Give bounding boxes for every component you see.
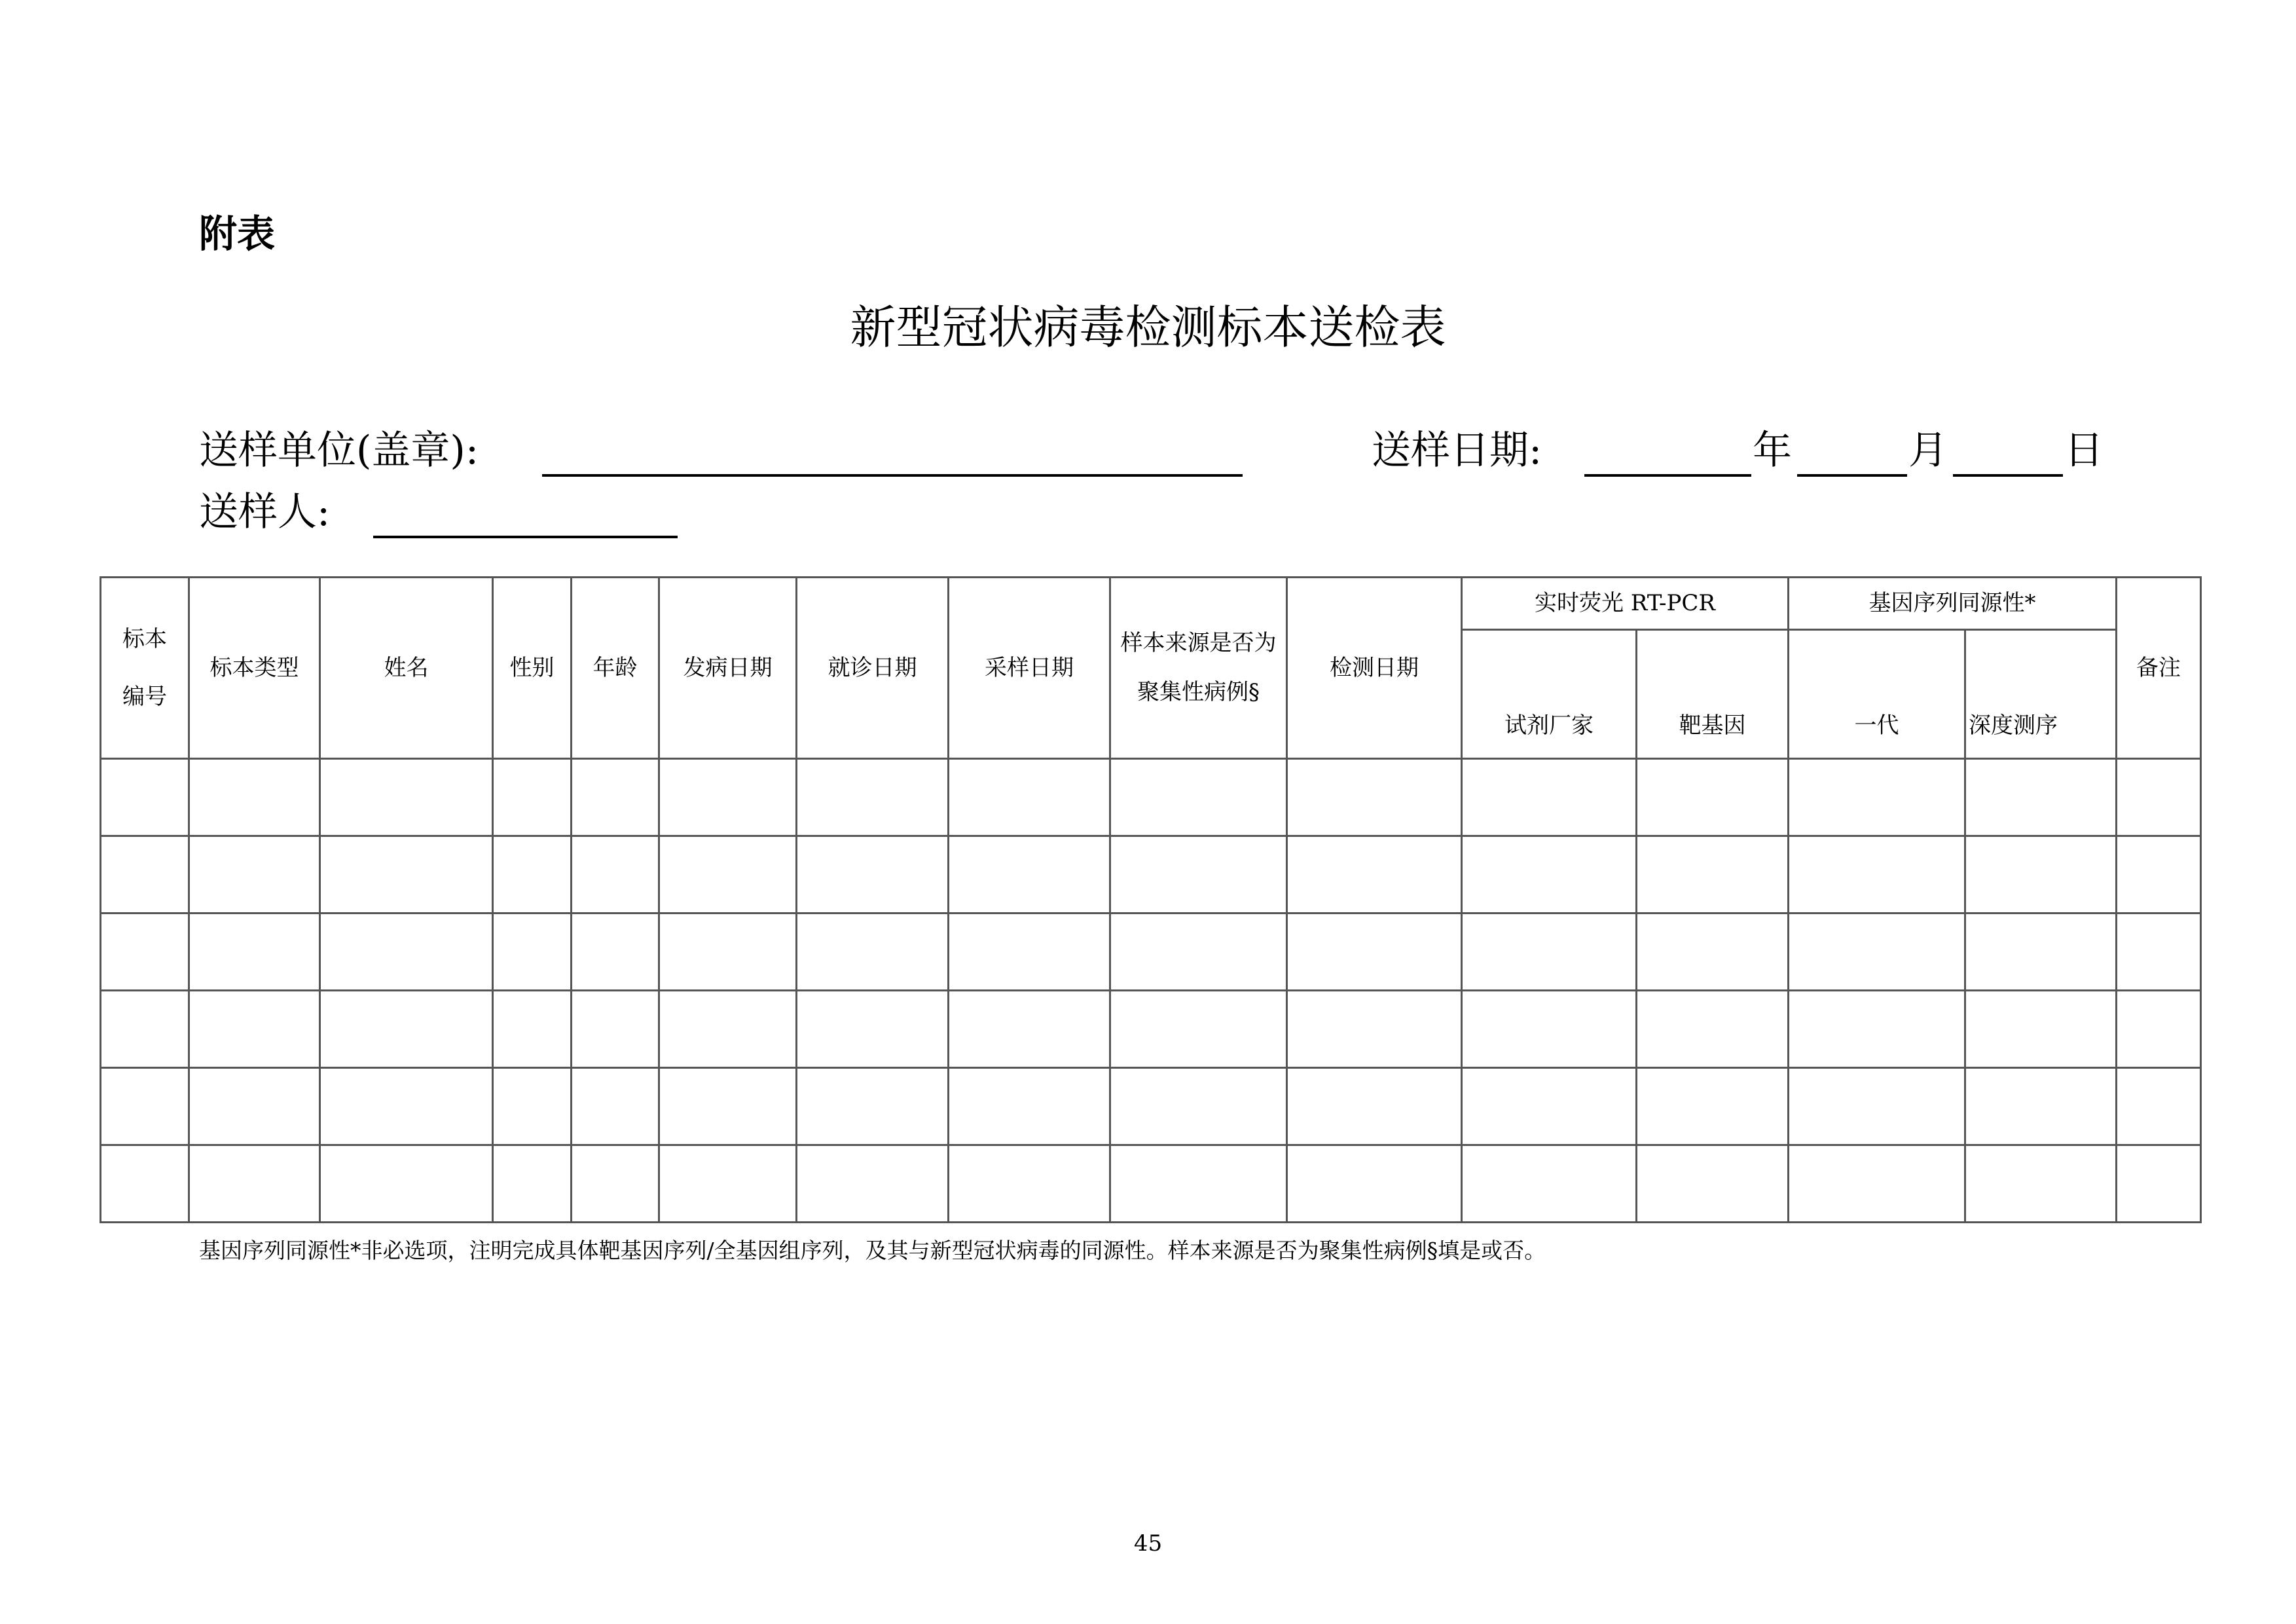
table-cell[interactable] — [1462, 836, 1637, 913]
table-cell[interactable] — [1637, 913, 1789, 991]
table-cell[interactable] — [659, 1145, 797, 1223]
table-cell[interactable] — [572, 836, 659, 913]
table-cell[interactable] — [1789, 913, 1965, 991]
header-onset-date: 发病日期 — [659, 578, 797, 759]
table-cell[interactable] — [1789, 1145, 1965, 1223]
table-cell[interactable] — [1637, 991, 1789, 1068]
table-cell[interactable] — [572, 991, 659, 1068]
table-cell[interactable] — [2117, 991, 2201, 1068]
header-deep-seq: 深度测序 — [1965, 630, 2117, 759]
table-cell[interactable] — [659, 991, 797, 1068]
table-cell[interactable] — [493, 836, 572, 913]
table-cell[interactable] — [189, 836, 320, 913]
date-label: 送样日期: — [1372, 428, 1542, 473]
table-cell[interactable] — [949, 1145, 1110, 1223]
header-reagent-maker: 试剂厂家 — [1462, 630, 1637, 759]
table-cell[interactable] — [189, 1068, 320, 1145]
table-cell[interactable] — [1637, 1145, 1789, 1223]
table-cell[interactable] — [320, 1068, 493, 1145]
table-cell[interactable] — [659, 1068, 797, 1145]
header-cluster-source: 样本来源是否为聚集性病例§ — [1110, 578, 1287, 759]
table-cell[interactable] — [320, 836, 493, 913]
table-cell[interactable] — [572, 913, 659, 991]
table-cell[interactable] — [493, 1068, 572, 1145]
table-cell[interactable] — [101, 1068, 189, 1145]
table-cell[interactable] — [659, 913, 797, 991]
table-cell[interactable] — [1287, 836, 1462, 913]
table-row — [101, 1068, 2201, 1145]
table-row — [101, 913, 2201, 991]
table-cell[interactable] — [1110, 1068, 1287, 1145]
header-homology-group: 基因序列同源性* — [1789, 578, 2117, 630]
table-cell[interactable] — [1110, 759, 1287, 836]
table-cell[interactable] — [101, 759, 189, 836]
table-cell[interactable] — [1110, 836, 1287, 913]
date-day-fill-line[interactable] — [1953, 440, 2063, 477]
table-cell[interactable] — [1789, 1068, 1965, 1145]
table-cell[interactable] — [1462, 759, 1637, 836]
table-cell[interactable] — [101, 913, 189, 991]
table-cell[interactable] — [797, 913, 949, 991]
unit-fill-line[interactable] — [542, 440, 1243, 477]
table-cell[interactable] — [101, 991, 189, 1068]
header-first-gen: 一代 — [1789, 630, 1965, 759]
table-cell[interactable] — [1287, 759, 1462, 836]
table-cell[interactable] — [101, 836, 189, 913]
table-cell[interactable] — [320, 991, 493, 1068]
date-year-fill-line[interactable] — [1584, 440, 1751, 477]
table-cell[interactable] — [1110, 1145, 1287, 1223]
table-cell[interactable] — [1965, 836, 2117, 913]
table-cell[interactable] — [2117, 913, 2201, 991]
table-row — [101, 759, 2201, 836]
table-cell[interactable] — [1110, 991, 1287, 1068]
table-cell[interactable] — [1965, 1145, 2117, 1223]
table-cell[interactable] — [1462, 1068, 1637, 1145]
table-cell[interactable] — [1637, 759, 1789, 836]
table-cell[interactable] — [493, 991, 572, 1068]
table-cell[interactable] — [797, 1068, 949, 1145]
table-cell[interactable] — [1110, 913, 1287, 991]
table-cell[interactable] — [493, 1145, 572, 1223]
table-cell[interactable] — [493, 913, 572, 991]
table-cell[interactable] — [949, 836, 1110, 913]
table-cell[interactable] — [320, 759, 493, 836]
table-row — [101, 1145, 2201, 1223]
date-day-label: 日 — [2064, 428, 2104, 473]
date-month-fill-line[interactable] — [1797, 440, 1907, 477]
page-number: 45 — [1133, 1530, 1163, 1557]
table-cell[interactable] — [1789, 991, 1965, 1068]
table-cell[interactable] — [797, 836, 949, 913]
table-cell[interactable] — [1462, 913, 1637, 991]
table-cell[interactable] — [572, 1068, 659, 1145]
table-cell[interactable] — [320, 1145, 493, 1223]
appendix-label: 附表 — [199, 212, 276, 256]
table-cell[interactable] — [189, 1145, 320, 1223]
table-cell[interactable] — [949, 759, 1110, 836]
table-cell[interactable] — [189, 913, 320, 991]
table-cell[interactable] — [2117, 1068, 2201, 1145]
table-cell[interactable] — [189, 991, 320, 1068]
table-cell[interactable] — [572, 1145, 659, 1223]
table-cell[interactable] — [2117, 836, 2201, 913]
table-cell[interactable] — [1287, 913, 1462, 991]
table-cell[interactable] — [2117, 1145, 2201, 1223]
sender-label: 送样人: — [199, 489, 331, 535]
table-cell[interactable] — [1789, 836, 1965, 913]
table-cell[interactable] — [949, 991, 1110, 1068]
table-cell[interactable] — [1637, 1068, 1789, 1145]
header-test-date: 检测日期 — [1287, 578, 1462, 759]
table-row — [101, 991, 2201, 1068]
table-body — [101, 759, 2201, 1223]
table-cell[interactable] — [1965, 759, 2117, 836]
table-cell[interactable] — [797, 991, 949, 1068]
table-cell[interactable] — [1965, 991, 2117, 1068]
table-cell[interactable] — [1965, 913, 2117, 991]
table-cell[interactable] — [659, 836, 797, 913]
table-cell[interactable] — [101, 1145, 189, 1223]
table-cell[interactable] — [2117, 759, 2201, 836]
table-cell[interactable] — [1637, 836, 1789, 913]
header-specimen-type: 标本类型 — [189, 578, 320, 759]
table-cell[interactable] — [189, 759, 320, 836]
table-cell[interactable] — [1789, 759, 1965, 836]
header-rtpcr-group: 实时荧光 RT-PCR — [1462, 578, 1789, 630]
table-header-row — [101, 578, 2201, 630]
table-cell[interactable] — [493, 759, 572, 836]
table-cell[interactable] — [572, 759, 659, 836]
unit-label: 送样单位(盖章): — [199, 428, 479, 473]
table-cell[interactable] — [1462, 991, 1637, 1068]
date-year-label: 年 — [1753, 428, 1792, 473]
table-cell[interactable] — [949, 1068, 1110, 1145]
table-cell[interactable] — [1287, 1068, 1462, 1145]
table-cell[interactable] — [1965, 1068, 2117, 1145]
header-visit-date: 就诊日期 — [797, 578, 949, 759]
page-title: 新型冠状病毒检测标本送检表 — [850, 301, 1446, 354]
specimen-table — [100, 576, 2202, 1223]
header-age: 年龄 — [572, 578, 659, 759]
table-cell[interactable] — [949, 913, 1110, 991]
header-sex: 性别 — [493, 578, 572, 759]
footnote: 基因序列同源性*非必选项，注明完成具体靶基因序列/全基因组序列，及其与新型冠状病毒的同源性。样本来源是否为聚集性病例§填是或否。 — [199, 1238, 1546, 1263]
header-target-gene: 靶基因 — [1637, 630, 1789, 759]
sender-fill-line[interactable] — [373, 502, 678, 538]
table-cell[interactable] — [1287, 1145, 1462, 1223]
table-cell[interactable] — [1462, 1145, 1637, 1223]
table-cell[interactable] — [797, 759, 949, 836]
table-cell[interactable] — [1287, 991, 1462, 1068]
table-cell[interactable] — [659, 759, 797, 836]
header-sampling-date: 采样日期 — [949, 578, 1110, 759]
header-name: 姓名 — [320, 578, 493, 759]
table-cell[interactable] — [320, 913, 493, 991]
table-cell[interactable] — [797, 1145, 949, 1223]
header-remarks: 备注 — [2117, 578, 2201, 759]
header-specimen-no: 标本 编号 — [101, 578, 189, 759]
table-row — [101, 836, 2201, 913]
date-month-label: 月 — [1908, 428, 1948, 473]
